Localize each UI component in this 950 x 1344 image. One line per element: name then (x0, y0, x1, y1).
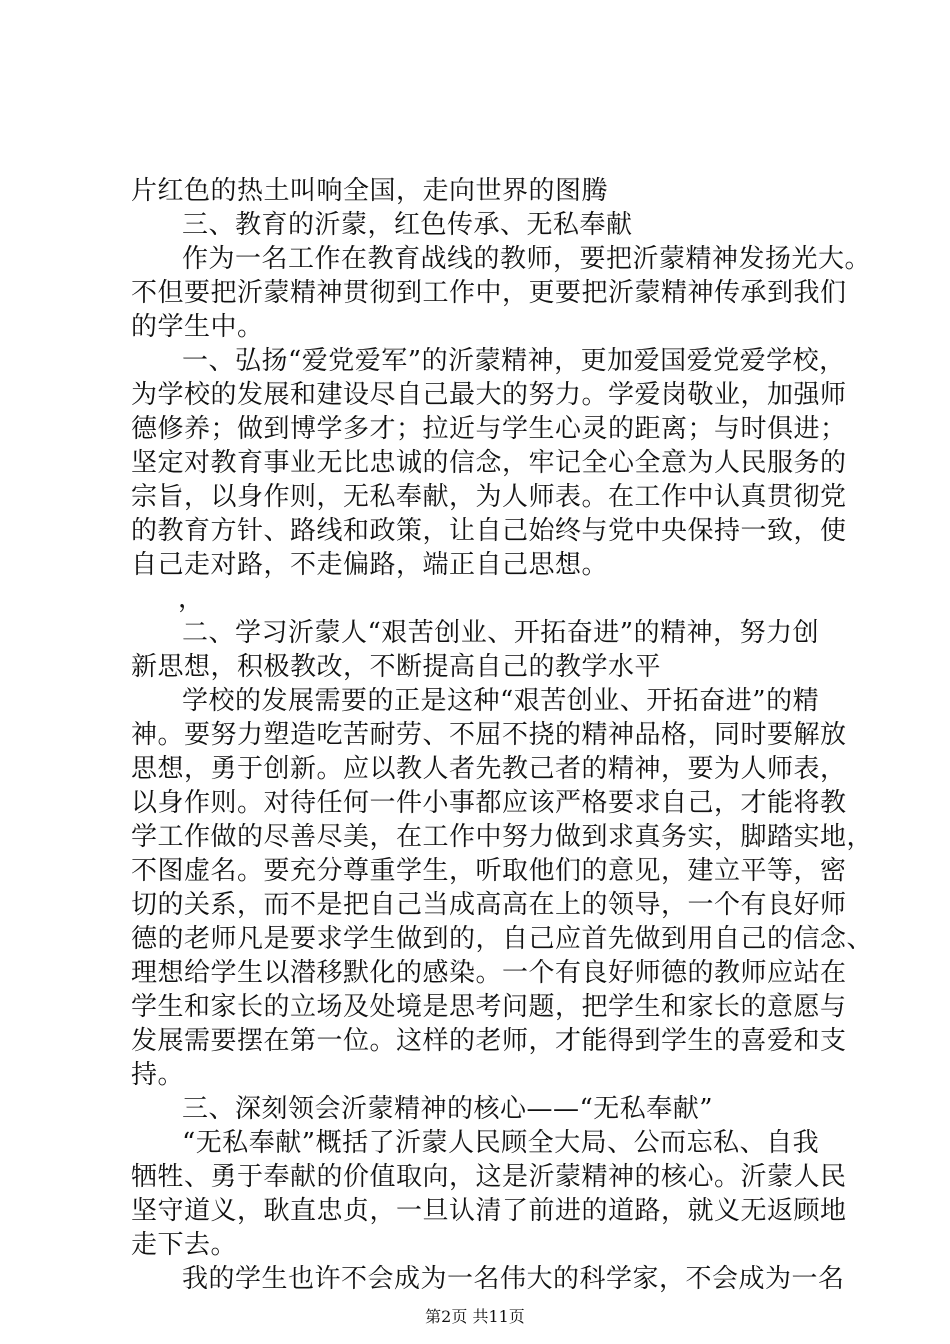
text-line: 不但要把沂蒙精神贯彻到工作中，更要把沂蒙精神传承到我们 (131, 278, 847, 308)
text-line: 走下去。 (131, 1230, 238, 1260)
page-number: 第2页 共11页 (425, 1307, 525, 1326)
text-line: 宗旨，以身作则，无私奉献，为人师表。在工作中认真贯彻党 (131, 482, 847, 512)
text-line: 自己走对路，不走偏路，端正自己思想。 (131, 550, 609, 580)
text-line: 片红色的热土叫响全国，走向世界的图腾 (131, 176, 609, 206)
section-heading: 三、教育的沂蒙，红色传承、无私奉献 (182, 210, 633, 240)
text-line: 牺牲、勇于奉献的价值取向，这是沂蒙精神的核心。沂蒙人民 (131, 1162, 847, 1192)
text-line: 学工作做的尽善尽美，在工作中努力做到求真务实，脚踏实地， (131, 822, 874, 852)
text-line: 神。要努力塑造吃苦耐劳、不屈不挠的精神品格，同时要解放 (131, 720, 847, 750)
text-line: 思想，勇于创新。应以教人者先教己者的精神，要为人师表， (131, 754, 847, 784)
text-line: 学生和家长的立场及处境是思考问题，把学生和家长的意愿与 (131, 992, 847, 1022)
text-line: 理想给学生以潜移默化的感染。一个有良好师德的教师应站在 (131, 958, 847, 988)
text-line: 发展需要摆在第一位。这样的老师，才能得到学生的喜爱和支 (131, 1026, 847, 1056)
text-line: 的教育方针、路线和政策，让自己始终与党中央保持一致，使 (131, 516, 847, 546)
text-line: 为学校的发展和建设尽自己最大的努力。学爱岗敬业，加强师 (131, 380, 847, 410)
text-line: 我的学生也许不会成为一名伟大的科学家，不会成为一名 (182, 1264, 845, 1294)
text-line: 不图虚名。要充分尊重学生，听取他们的意见，建立平等，密 (131, 856, 847, 886)
text-line: 持。 (131, 1060, 185, 1090)
text-line: 坚守道义，耿直忠贞，一旦认清了前进的道路，就义无返顾地 (131, 1196, 847, 1226)
text-line: 的学生中。 (131, 312, 264, 342)
text-line: “无私奉献”概括了沂蒙人民顾全大局、公而忘私、自我 (182, 1128, 820, 1158)
text-line: 德修养；做到博学多才；拉近与学生心灵的距离；与时俱进； (131, 414, 847, 444)
text-line: 坚定对教育事业无比忠诚的信念，牢记全心全意为人民服务的 (131, 448, 847, 478)
section-heading: 一、弘扬“爱党爱军”的沂蒙精神，更加爱国爱党爱学校， (182, 346, 846, 376)
text-line: 学校的发展需要的正是这种“艰苦创业、开拓奋进”的精 (182, 686, 820, 716)
text-line: 德的老师凡是要求学生做到的，自己应首先做到用自己的信念、 (131, 924, 874, 954)
text-line: 切的关系，而不是把自己当成高高在上的领导，一个有良好师 (131, 890, 847, 920)
text-line: ， (178, 584, 205, 614)
text-line: 作为一名工作在教育战线的教师，要把沂蒙精神发扬光大。 (182, 244, 872, 274)
section-heading: 三、深刻领会沂蒙精神的核心——“无私奉献” (182, 1094, 714, 1124)
text-line: 以身作则。对待任何一件小事都应该严格要求自己，才能将教 (131, 788, 847, 818)
text-line: 新思想，积极教改，不断提高自己的教学水平 (131, 652, 662, 682)
section-heading: 二、学习沂蒙人“艰苦创业、开拓奋进”的精神，努力创 (182, 618, 820, 648)
